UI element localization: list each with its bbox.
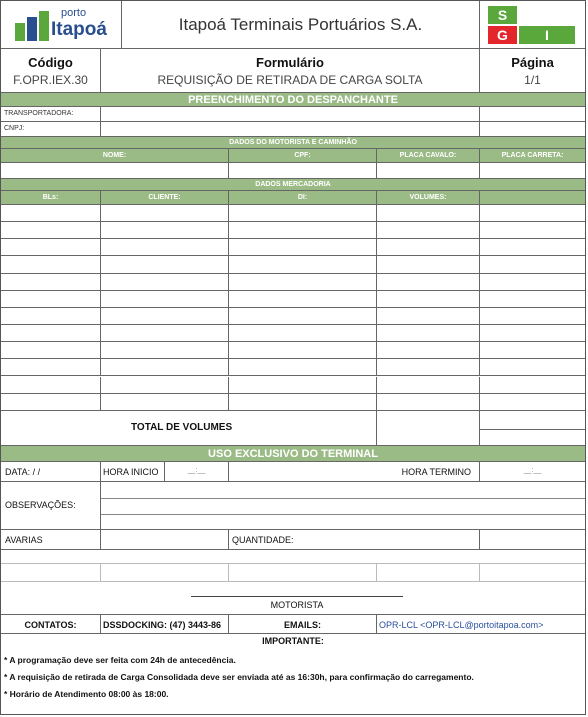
mercadoria-cell[interactable] [229, 394, 377, 410]
emails-label-cell [229, 615, 377, 633]
mercadoria-cell[interactable] [480, 274, 585, 290]
total-volumes-extra [480, 410, 585, 445]
mercadoria-cell[interactable] [377, 359, 480, 375]
mercadoria-cell[interactable] [1, 205, 101, 221]
pagina-label: Página [511, 55, 554, 70]
mercadoria-cell[interactable] [377, 256, 480, 272]
contatos-label-cell [1, 615, 101, 633]
avarias-row [1, 530, 585, 550]
mercadoria-cell[interactable] [377, 342, 480, 358]
section-mercadoria [1, 179, 585, 191]
sgi-g: G [488, 26, 517, 44]
section-motorista-title: DADOS DO MOTORISTA E CAMINHÃO [229, 139, 357, 146]
mercadoria-cell[interactable] [480, 377, 585, 393]
blank-row-2 [1, 564, 585, 582]
motorista-input-row [1, 163, 585, 179]
form-meta-row [1, 49, 585, 93]
sgi-cell [480, 1, 585, 48]
section-uso-exclusivo-title: USO EXCLUSIVO DO TERMINAL [208, 448, 378, 460]
mercadoria-cell[interactable] [377, 274, 480, 290]
sgi-logo [488, 6, 576, 44]
hora-termino-field[interactable] [480, 462, 585, 481]
mercadoria-cell[interactable] [229, 359, 377, 375]
cnpj-extra[interactable] [480, 122, 585, 136]
mercadoria-cell[interactable] [1, 274, 101, 290]
transportadora-extra[interactable] [480, 107, 585, 121]
mercadoria-cell[interactable] [377, 325, 480, 341]
mercadoria-cell[interactable] [229, 342, 377, 358]
email-cell[interactable] [377, 615, 585, 633]
cpf-field[interactable] [229, 163, 377, 178]
pagina-value: 1/1 [524, 73, 541, 87]
mercadoria-cell[interactable] [101, 205, 229, 221]
mercadoria-cell[interactable] [101, 274, 229, 290]
mercadoria-cell[interactable] [480, 342, 585, 358]
hora-inicio-label: HORA INICIO [103, 467, 159, 477]
cnpj-field[interactable] [101, 122, 480, 136]
hora-termino-label: HORA TERMINO [401, 467, 471, 477]
signature-line [191, 596, 403, 597]
form-header [1, 1, 585, 49]
observacoes-row [1, 482, 585, 530]
formulario-label: Formulário [256, 55, 324, 70]
motorista-cols [1, 149, 585, 163]
mercadoria-cell[interactable] [101, 256, 229, 272]
mercadoria-cell[interactable] [1, 291, 101, 307]
docking-phone: DSSDOCKING: (47) 3443-86 [103, 620, 222, 630]
emails-label: EMAILS: [284, 620, 321, 630]
col-cliente: CLIENTE: [101, 191, 229, 204]
logo-cell [1, 1, 122, 48]
section-uso-exclusivo [1, 446, 585, 462]
observacoes-field[interactable] [101, 482, 585, 529]
contatos-label: CONTATOS: [24, 620, 77, 630]
codigo-cell [1, 49, 101, 92]
mercadoria-cell[interactable] [229, 291, 377, 307]
porto-itapoa-logo [15, 9, 115, 43]
hora-termino-value: __:__ [523, 467, 542, 474]
mercadoria-cell[interactable] [229, 222, 377, 238]
hora-inicio-value: __:__ [187, 467, 206, 474]
mercadoria-cell[interactable] [1, 359, 101, 375]
transportadora-row [1, 107, 585, 122]
logo-text-top: porto [61, 7, 87, 19]
note-3: * Horário de Atendimento 08:00 às 18:00. [4, 689, 169, 699]
mercadoria-row [1, 342, 585, 359]
mercadoria-row [1, 325, 585, 342]
transportadora-label: TRANSPORTADORA: [1, 107, 101, 121]
mercadoria-row [1, 359, 585, 376]
observacoes-label-cell [1, 482, 101, 529]
mercadoria-row [1, 394, 585, 411]
mercadoria-row [1, 222, 585, 239]
mercadoria-row [1, 308, 585, 325]
section-despachante-title: PREENCHIMENTO DO DESPANCHANTE [188, 94, 398, 106]
docking-cell [101, 615, 229, 633]
placa-carreta-field[interactable] [480, 163, 585, 178]
mercadoria-cell[interactable] [480, 394, 585, 410]
mercadoria-cols [1, 191, 585, 205]
transportadora-field[interactable] [101, 107, 480, 121]
formulario-value: REQUISIÇÃO DE RETIRADA DE CARGA SOLTA [157, 73, 423, 87]
mercadoria-row [1, 239, 585, 256]
mercadoria-cell[interactable] [480, 325, 585, 341]
mercadoria-cell[interactable] [1, 308, 101, 324]
sgi-i: I [519, 26, 575, 44]
section-mercadoria-title: DADOS MERCADORIA [255, 181, 331, 188]
mercadoria-cell[interactable] [229, 239, 377, 255]
mercadoria-cell[interactable] [1, 394, 101, 410]
logo-text-main: Itapoá [51, 19, 107, 40]
mercadoria-cell[interactable] [101, 394, 229, 410]
quantidade-field[interactable] [229, 530, 480, 549]
avarias-label: AVARIAS [5, 535, 43, 545]
mercadoria-cell[interactable] [1, 325, 101, 341]
hora-inicio-field[interactable] [165, 462, 229, 481]
col-bls: BLs: [1, 191, 101, 204]
mercadoria-cell[interactable] [101, 325, 229, 341]
section-despachante [1, 93, 585, 107]
data-hora-row [1, 462, 585, 482]
mercadoria-cell[interactable] [480, 205, 585, 221]
contatos-row [1, 614, 585, 634]
title-cell [122, 1, 480, 48]
mercadoria-cell[interactable] [480, 256, 585, 272]
mercadoria-cell[interactable] [229, 325, 377, 341]
mercadoria-row [1, 274, 585, 291]
observacoes-label: OBSERVAÇÕES: [5, 500, 76, 510]
mercadoria-cell[interactable] [480, 308, 585, 324]
mercadoria-cell[interactable] [480, 291, 585, 307]
email-link[interactable]: OPR-LCL <OPR-LCL@portoitapoa.com> [379, 620, 544, 630]
avarias-field[interactable] [101, 530, 229, 549]
motorista-sign-label: MOTORISTA [270, 600, 324, 610]
mercadoria-cell[interactable] [101, 222, 229, 238]
total-volumes-field[interactable] [377, 410, 480, 445]
mercadoria-cell[interactable] [480, 239, 585, 255]
codigo-value: F.OPR.IEX.30 [13, 73, 88, 87]
pagina-cell [480, 49, 585, 92]
mercadoria-cell[interactable] [101, 342, 229, 358]
mercadoria-cell[interactable] [480, 222, 585, 238]
formulario-cell [101, 49, 480, 92]
codigo-label: Código [28, 55, 73, 70]
total-volumes-row [1, 410, 585, 446]
nome-field[interactable] [1, 163, 229, 178]
hora-inicio-label-cell [101, 462, 165, 481]
mercadoria-cell[interactable] [229, 377, 377, 393]
col-cpf: CPF: [229, 149, 377, 162]
section-motorista [1, 137, 585, 149]
mercadoria-cell[interactable] [377, 205, 480, 221]
mercadoria-row [1, 377, 585, 394]
mercadoria-row [1, 256, 585, 273]
col-placa-carreta: PLACA CARRETA: [501, 152, 564, 159]
mercadoria-cell[interactable] [377, 308, 480, 324]
hora-termino-label-cell [229, 462, 480, 481]
col-di: DI: [229, 191, 377, 204]
mercadoria-cell[interactable] [1, 222, 101, 238]
mercadoria-cell[interactable] [229, 256, 377, 272]
mercadoria-cell[interactable] [480, 359, 585, 375]
placa-cavalo-field[interactable] [377, 163, 480, 178]
sgi-s: S [488, 6, 517, 24]
mercadoria-cell[interactable] [101, 291, 229, 307]
note-1: * A programação deve ser feita com 24h de antecedência. [4, 655, 236, 665]
mercadoria-cell[interactable] [101, 359, 229, 375]
mercadoria-cell[interactable] [377, 239, 480, 255]
mercadoria-cell[interactable] [1, 239, 101, 255]
blank-row-1 [1, 550, 585, 564]
col-extra [480, 191, 585, 204]
mercadoria-cell[interactable] [1, 256, 101, 272]
mercadoria-row [1, 291, 585, 308]
mercadoria-row [1, 205, 585, 222]
cnpj-row [1, 122, 585, 137]
avarias-extra[interactable] [480, 530, 585, 549]
mercadoria-cell[interactable] [1, 377, 101, 393]
importante-title: IMPORTANTE: [262, 636, 324, 646]
mercadoria-cell[interactable] [229, 205, 377, 221]
mercadoria-cell[interactable] [377, 291, 480, 307]
mercadoria-cell[interactable] [229, 274, 377, 290]
mercadoria-cell[interactable] [101, 239, 229, 255]
blank-cell [101, 564, 229, 581]
note-2: * A requisição de retirada de Carga Consolidada deve ser enviada até as 16:30h, para confirmação do carregamento. [4, 672, 474, 682]
total-volumes-label: TOTAL DE VOLUMES [131, 422, 233, 433]
mercadoria-cell[interactable] [377, 394, 480, 410]
signature-row [1, 582, 585, 614]
quantidade-label: QUANTIDADE: [232, 535, 294, 545]
blank-cell [1, 564, 101, 581]
cnpj-label: CNPJ: [1, 122, 101, 136]
mercadoria-cell[interactable] [1, 342, 101, 358]
company-title: Itapoá Terminais Portuários S.A. [178, 15, 423, 34]
blank-cell [229, 564, 377, 581]
total-volumes-label-cell [1, 410, 377, 445]
mercadoria-cell[interactable] [101, 308, 229, 324]
data-label: DATA: / / [5, 467, 41, 477]
mercadoria-cell[interactable] [377, 377, 480, 393]
col-placa-cavalo: PLACA CAVALO: [377, 149, 480, 162]
mercadoria-cell[interactable] [101, 377, 229, 393]
importante-block [1, 634, 585, 714]
mercadoria-cell[interactable] [377, 222, 480, 238]
blank-cell [377, 564, 480, 581]
data-field[interactable] [1, 462, 101, 481]
mercadoria-cell[interactable] [229, 308, 377, 324]
avarias-label-cell [1, 530, 101, 549]
col-volumes: VOLUMES: [377, 191, 480, 204]
col-nome: NOME: [1, 149, 229, 162]
